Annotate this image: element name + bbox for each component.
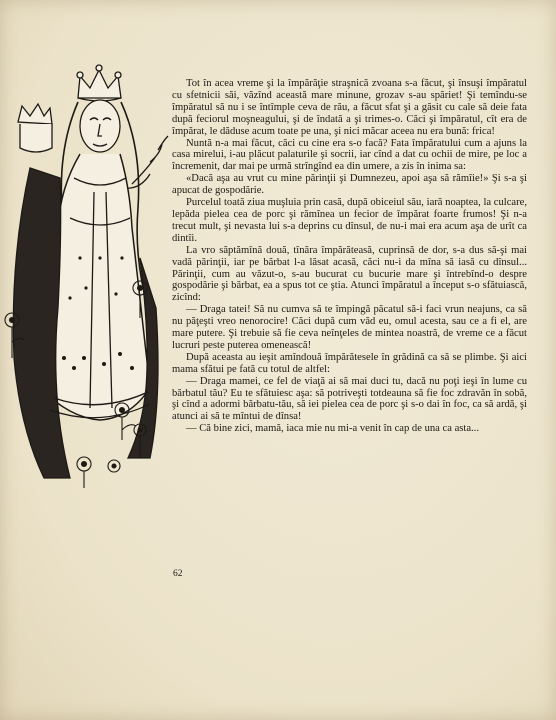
paragraph: — Că bine zici, mamă, iaca mie nu mi-a venit în cap de una ca asta... [186,423,479,435]
paragraph: După aceasta au ieşit amîndouă împărătesele în grădină ca să se plimbe. Şi aici mama sfătui pe fată cu totul de altfel: [172,351,527,375]
paragraph: Purcelul toată ziua muşluia prin casă, după obiceiul său, iară noaptea, la culcare, lepăda pielea cea de porc şi rămînea un fecior de împărat foarte frumos! Şi n-a trecut mult, şi nevasta lui s-a deprins cu dînsul, de nu-i mai era acum aşa de urît ca dintîi. [172,197,527,244]
story-text [172,78,527,435]
paragraph: La vro săptămînă două, tînăra împărăteasă, cuprinsă de dor, s-a dus să-şi mai vadă părinţii, iar pe bărbat l-a lăsat acasă, căci nu-i da mîna să iasă cu dînsul... Părinţii, cum au văzut-o, s-au bucurat cu bucurie mare şi întrebînd-o despre gospodărie şi bărbat, ea a spus tot ce ştia. Atunci împăratul a început s-o sfătuiască, zicînd: [172,244,527,304]
paragraph: — Draga mamei, ce fel de viaţă ai să mai duci tu, dacă nu poţi ieşi în lume cu bărbatul tău? Eu te sfătuiesc aşa: să potriveşti totdeauna să fie foc zdravăn în sobă, şi cînd a adormi bărbatu-tău, să iei pielea cea de porc şi s-o dai în foc, ca să ardă, şi atunci ai să te mîntui de dînsa! [172,375,527,423]
paragraph: Tot în acea vreme şi la împărăţie straşnică zvoana s-a făcut, şi însuşi împăratul cu sfetnicii săi, văzînd această mare minune, grozav s-au spăriet! Şi temîndu-se împăratul să nu i se întîmple ceva de rău, a făcut sfat şi a găsit cu cale să deie fata după feciorul moşneagului, şi de îndată a şi trimes-o. Căci şi împăratul, cît era de împărat, le dăduse acum toate pe una, şi nici măcar aceea nu era bună: frica! [172,78,527,137]
paragraph: «Dacă aşa au vrut cu mine părinţii şi Dumnezeu, apoi aşa să rămîie!» Şi s-a şi apucat de gospodărie. [172,173,527,197]
queen-illustration [0,58,170,488]
paragraph: — Draga tatei! Să nu cumva să te împingă păcatul să-i faci vrun neajuns, ca să nu păţeşti vreo nenorocire! Căci după cum văd eu, omul acesta, sau ce a fi el, are mare putere. Şi trebuie să fie ceva neînţeles de mintea noastră, de vreme ce a făcut lucruri peste puterea omenească! [172,304,527,351]
paragraph: Nuntă n-a mai făcut, căci cu cine era s-o facă? Fata împăratului cum a ajuns la casa mirelui, i-au plăcut palaturile şi socrii, iar cînd a dat cu ochii de mire, pe loc a încremenit, dar mai pe urmă strîngînd ea din umere, a zis în inima sa: [172,137,527,173]
page-number: 62 [173,569,183,579]
